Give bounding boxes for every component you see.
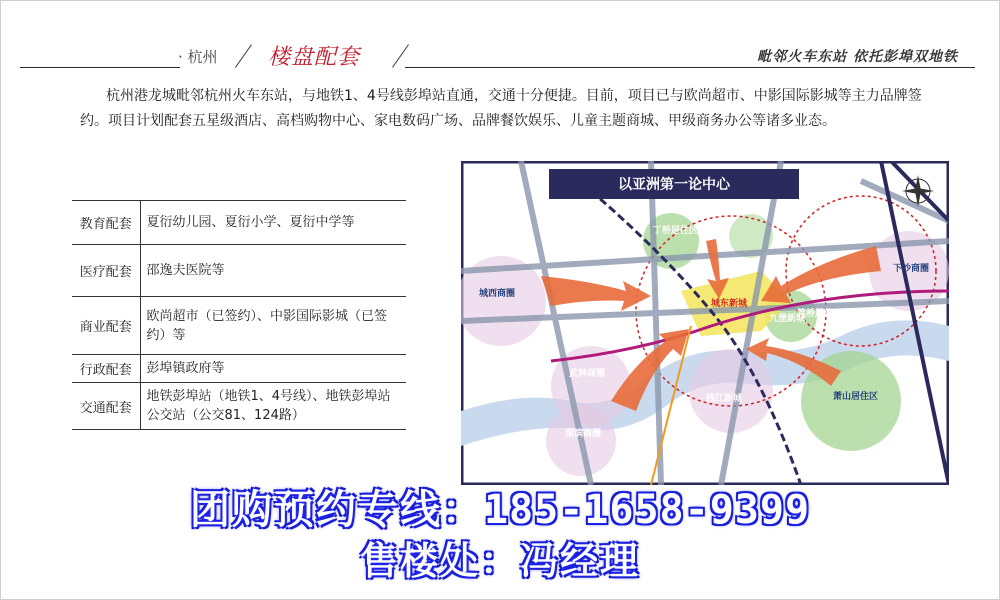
table-row <box>72 355 406 383</box>
district-label: 城东新城 <box>711 299 748 309</box>
header-rule-right <box>405 67 975 68</box>
facilities-table <box>72 200 406 430</box>
district-label: 湖滨商圈 <box>565 429 602 439</box>
table-row <box>72 383 406 430</box>
district-label: 萧山居住区 <box>833 392 879 402</box>
page-title: 楼盘配套 <box>268 45 361 70</box>
facility-value: 邵逸夫医院等 <box>140 245 406 297</box>
facility-value: 地铁彭埠站（地铁1、4号线）、地铁彭埠站公交站（公交81、124路） <box>140 383 406 430</box>
table-row <box>72 297 406 355</box>
facility-value: 彭埠镇政府等 <box>140 355 406 383</box>
header-city: · 杭州 <box>178 48 218 66</box>
facility-label: 行政配套 <box>72 355 140 383</box>
map-banner-text: 以亚洲第一论中心 <box>618 177 730 193</box>
intro-paragraph: 杭州港龙城毗邻杭州火车东站，与地铁1、4号线彭埠站直通，交通十分便捷。目前，项目已与欧尚超市、中影国际影城等主力品牌签约。项目计划配套五星级酒店、高档购物中心、家电数码广场、品牌餐饮娱乐、儿童主题商城、甲级商务办公等诸多业态。 <box>80 88 922 129</box>
sales-office-contact: 售楼处：冯经理 <box>359 538 640 583</box>
header-rule-left <box>20 67 180 68</box>
header-slogan: 毗邻火车东站 依托彭埠双地铁 <box>757 49 958 65</box>
table-row <box>72 245 406 297</box>
facility-label: 教育配套 <box>72 201 140 245</box>
header-slash <box>392 44 409 68</box>
facility-value: 欧尚超市（已签约）、中影国际影城（已签约）等 <box>140 297 406 355</box>
table-row <box>72 201 406 245</box>
group-buy-hotline <box>0 478 1000 535</box>
district-label: 下沙商圈 <box>893 264 930 274</box>
district-label: 武林商圈 <box>569 369 606 379</box>
district-label: 钱江新城 <box>706 394 743 404</box>
header-slash <box>235 44 252 68</box>
facility-label: 商业配套 <box>72 297 140 355</box>
location-map <box>461 161 949 485</box>
district-label: 笕桥居住区 <box>797 309 843 319</box>
hotline-phone[interactable]: 185-1658-9399 <box>483 487 811 533</box>
facility-label: 交通配套 <box>72 383 140 430</box>
district-label: 九堡新城 <box>769 314 806 324</box>
district-label: 丁桥居住区 <box>653 226 699 236</box>
header <box>0 32 1000 72</box>
hotline-label: 团购预约专线： <box>189 486 484 533</box>
district-label: 城西商圈 <box>479 289 516 299</box>
facility-value: 夏衍幼儿园、夏衍小学、夏衍中学等 <box>140 201 406 245</box>
facility-label: 医疗配套 <box>72 245 140 297</box>
